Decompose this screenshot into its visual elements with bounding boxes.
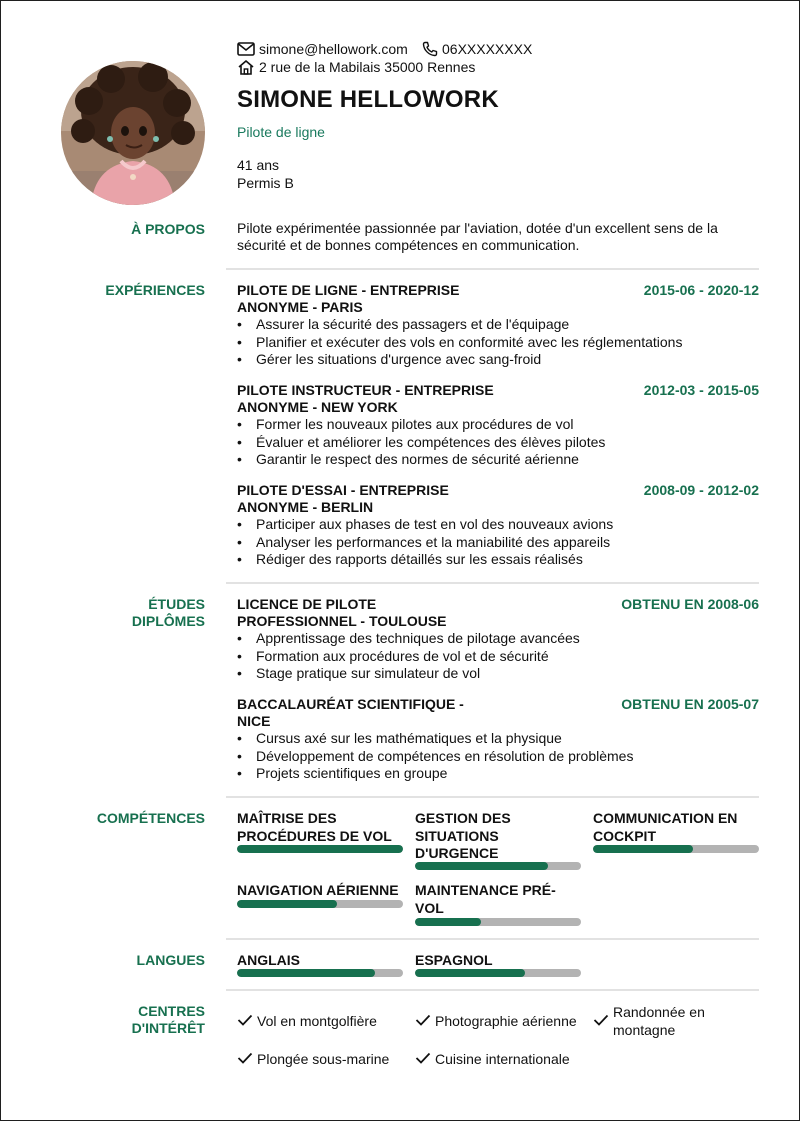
- skill-level-bar: [593, 845, 759, 853]
- skill-name: MAÎTRISE DES PROCÉDURES DE VOL: [237, 810, 392, 844]
- experience-title: [237, 382, 494, 416]
- interest-label: Vol en montgolfière: [257, 1013, 377, 1029]
- address-text: 2 rue de la Mabilais 35000 Rennes: [259, 59, 476, 75]
- skill-level-fill: [237, 900, 337, 908]
- experience-title-line: ANONYME - BERLIN: [237, 499, 374, 515]
- interest-item: [415, 1012, 585, 1030]
- language-level-fill: [415, 969, 525, 977]
- email-text[interactable]: simone@hellowork.com: [259, 41, 408, 57]
- skill-level-fill: [415, 918, 481, 926]
- experience-bullets: [237, 316, 757, 369]
- education-title: [237, 596, 447, 630]
- experience-bullets: [237, 516, 757, 569]
- phone-text[interactable]: 06XXXXXXXX: [442, 41, 533, 57]
- section-label-line: D'INTÉRÊT: [131, 1020, 205, 1036]
- experience-title-line: PILOTE INSTRUCTEUR - ENTREPRISE: [237, 382, 494, 398]
- checkmark-icon: [237, 1052, 253, 1064]
- address-contact: [237, 58, 475, 76]
- experience-title: [237, 282, 459, 316]
- education-title-line: PROFESSIONNEL - TOULOUSE: [237, 613, 447, 629]
- section-label-skills: COMPÉTENCES: [96, 810, 205, 826]
- experience-title: [237, 482, 449, 516]
- checkmark-icon: [415, 1014, 431, 1026]
- phone-contact[interactable]: [422, 40, 532, 58]
- education-title-line: BACCALAURÉAT SCIENTIFIQUE -: [237, 696, 464, 712]
- section-divider: [226, 796, 759, 798]
- experience-dates: 2012-03 - 2015-05: [643, 382, 759, 398]
- section-label-experiences: EXPÉRIENCES: [105, 282, 205, 298]
- interest-item: [237, 1050, 407, 1068]
- skill-level-bar: [415, 918, 581, 926]
- checkmark-icon: [415, 1052, 431, 1064]
- checkmark-icon: [593, 1014, 609, 1026]
- section-label-line: CENTRES: [138, 1003, 205, 1019]
- interest-item: [237, 1012, 407, 1030]
- section-divider: [226, 582, 759, 584]
- language-name: ESPAGNOL: [415, 952, 493, 968]
- list-item: • Apprentissage des techniques de pilotage avancées: [237, 630, 757, 648]
- list-item: • Formation aux procédures de vol et de sécurité: [237, 648, 757, 666]
- list-item: • Participer aux phases de test en vol des nouveaux avions: [237, 516, 757, 534]
- phone-icon: [422, 41, 438, 57]
- education-date: OBTENU EN 2005-07: [621, 696, 759, 712]
- list-item: • Gérer les situations d'urgence avec sang-froid: [237, 351, 757, 369]
- list-item: • Analyser les performances et la maniabilité des appareils: [237, 534, 757, 552]
- driving-license: Permis B: [237, 175, 294, 191]
- section-label-languages: LANGUES: [136, 952, 205, 968]
- experience-title-line: PILOTE DE LIGNE - ENTREPRISE: [237, 282, 460, 298]
- section-label-about: À PROPOS: [131, 221, 205, 237]
- home-icon: [237, 59, 255, 75]
- skill-name: MAINTENANCE PRÉ-VOL: [415, 882, 556, 916]
- section-divider: [226, 938, 759, 940]
- envelope-icon: [237, 42, 255, 56]
- list-item: • Planifier et exécuter des vols en conformité avec les réglementations: [237, 334, 757, 352]
- section-divider: [226, 268, 759, 270]
- language-name: ANGLAIS: [237, 952, 300, 968]
- skill-level-fill: [415, 862, 548, 870]
- education-title-line: NICE: [237, 713, 271, 729]
- interest-label: Cuisine internationale: [435, 1051, 570, 1067]
- list-item: • Projets scientifiques en groupe: [237, 765, 757, 783]
- experience-dates: 2015-06 - 2020-12: [643, 282, 759, 298]
- experience-title-line: PILOTE D'ESSAI - ENTREPRISE: [237, 482, 449, 498]
- list-item: • Rédiger des rapports détaillés sur les essais réalisés: [237, 551, 757, 569]
- experience-title-line: ANONYME - PARIS: [237, 299, 363, 315]
- interest-label: Randonnée en montagne: [613, 1004, 705, 1038]
- experience-dates: 2008-09 - 2012-02: [643, 482, 759, 498]
- education-bullets: [237, 730, 757, 783]
- skill-name: GESTION DES SITUATIONS D'URGENCE: [415, 810, 511, 861]
- skill-level-fill: [237, 845, 403, 853]
- skill-name: NAVIGATION AÉRIENNE: [237, 882, 399, 898]
- skill-level-bar: [237, 900, 403, 908]
- experience-bullets: [237, 416, 757, 469]
- list-item: • Assurer la sécurité des passagers et de l'équipage: [237, 316, 757, 334]
- age: 41 ans: [237, 157, 280, 173]
- list-item: • Stage pratique sur simulateur de vol: [237, 665, 757, 683]
- list-item: • Former les nouveaux pilotes aux procédures de vol: [237, 416, 757, 434]
- section-label-line: ÉTUDES: [148, 596, 205, 612]
- checkmark-icon: [237, 1014, 253, 1026]
- interest-item: [593, 1003, 718, 1039]
- education-bullets: [237, 630, 757, 683]
- interest-item: [415, 1050, 590, 1068]
- job-title: Pilote de ligne: [237, 124, 325, 140]
- section-divider: [226, 989, 759, 991]
- section-label-education: [132, 596, 205, 630]
- about-text: Pilote expérimentée passionnée par l'aviation, dotée d'un excellent sens de la sécurité et de bonnes compétences en communication.: [237, 220, 718, 253]
- language-level-fill: [237, 969, 375, 977]
- experience-title-line: ANONYME - NEW YORK: [237, 399, 398, 415]
- section-label-interests: [132, 1003, 205, 1037]
- list-item: • Cursus axé sur les mathématiques et la physique: [237, 730, 757, 748]
- candidate-name: SIMONE HELLOWORK: [237, 86, 499, 113]
- language-level-bar: [237, 969, 403, 977]
- language-level-bar: [415, 969, 581, 977]
- education-title: [237, 696, 464, 730]
- interest-label: Photographie aérienne: [435, 1013, 577, 1029]
- skill-level-bar: [237, 845, 403, 853]
- list-item: • Évaluer et améliorer les compétences des élèves pilotes: [237, 434, 757, 452]
- education-title-line: LICENCE DE PILOTE: [237, 596, 377, 612]
- skill-name: COMMUNICATION EN COCKPIT: [593, 810, 738, 844]
- section-label-line: DIPLÔMES: [131, 613, 205, 629]
- education-date: OBTENU EN 2008-06: [621, 596, 759, 612]
- email-contact[interactable]: [237, 40, 408, 58]
- profile-photo: [61, 61, 205, 205]
- skill-level-bar: [415, 862, 581, 870]
- skill-level-fill: [593, 845, 693, 853]
- list-item: • Développement de compétences en résolution de problèmes: [237, 748, 757, 766]
- interest-label: Plongée sous-marine: [257, 1051, 390, 1067]
- list-item: • Garantir le respect des normes de sécurité aérienne: [237, 451, 757, 469]
